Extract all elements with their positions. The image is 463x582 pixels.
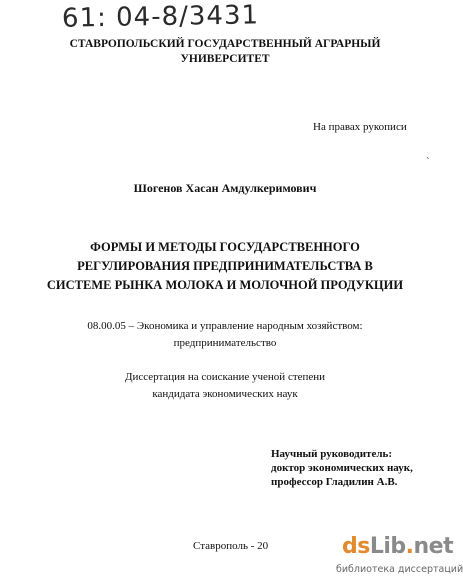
- specialty-line-1: 08.00.05 – Экономика и управление народным хозяйством:: [87, 320, 363, 332]
- city-year: Ставрополь - 20: [193, 540, 269, 552]
- watermark-subtitle: библиотека диссертаций: [336, 564, 463, 575]
- rights-notice: На правах рукописи: [313, 121, 407, 133]
- watermark-logo: dsLib.net: [342, 534, 454, 559]
- archive-stamp: 61: 04-8/3431: [61, 0, 260, 34]
- stray-mark: `: [426, 156, 430, 168]
- university-line-1: СТАВРОПОЛЬСКИЙ ГОСУДАРСТВЕННЫЙ АГРАРНЫЙ: [69, 38, 381, 50]
- watermark[interactable]: [334, 528, 463, 582]
- supervisor-name: профессор Гладилин А.В.: [271, 476, 398, 488]
- title-line-3: СИСТЕМЕ РЫНКА МОЛОКА И МОЛОЧНОЙ ПРОДУКЦИИ: [46, 278, 404, 292]
- university-line-2: УНИВЕРСИТЕТ: [180, 53, 270, 65]
- degree-line-1: Диссертация на соискание ученой степени: [124, 371, 326, 383]
- title-line-2: РЕГУЛИРОВАНИЯ ПРЕДПРИНИМАТЕЛЬСТВА В: [77, 259, 373, 273]
- supervisor-degree: доктор экономических наук,: [271, 462, 413, 474]
- title-line-1: ФОРМЫ И МЕТОДЫ ГОСУДАРСТВЕННОГО: [90, 240, 360, 254]
- specialty-line-2: предпринимательство: [173, 337, 277, 349]
- supervisor-label: Научный руководитель:: [271, 448, 392, 460]
- degree-line-2: кандидата экономических наук: [152, 388, 298, 400]
- author-name: Шогенов Хасан Амдулкеримович: [133, 181, 317, 195]
